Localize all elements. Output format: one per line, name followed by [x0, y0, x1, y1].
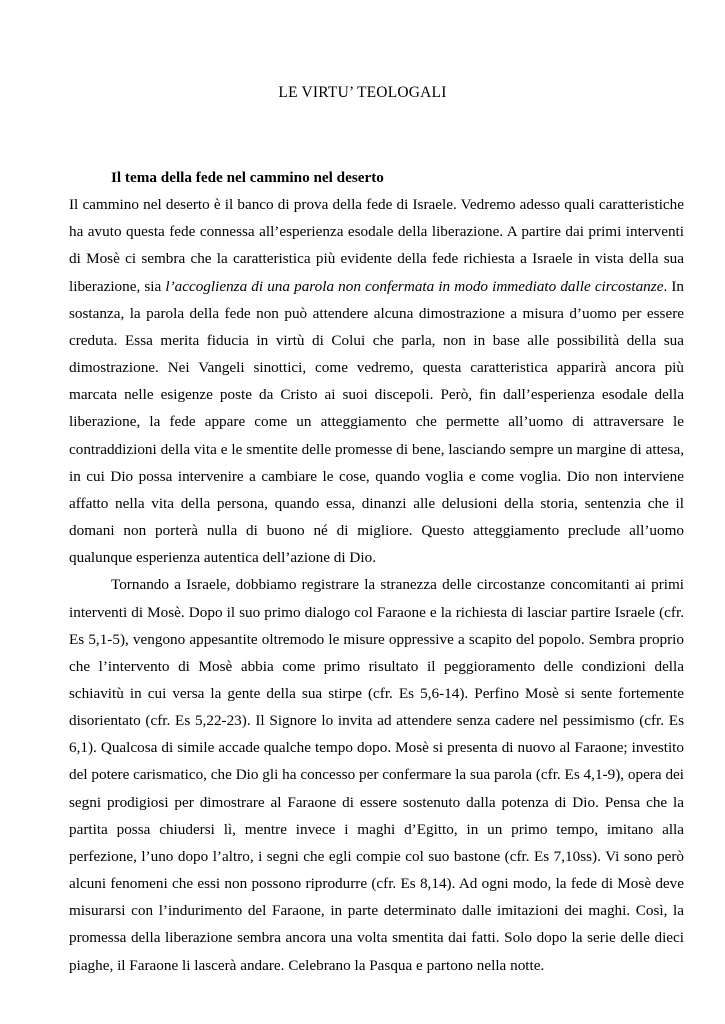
paragraph-1-text-a: Il cammino nel deserto è il banco di prova della fede di Israele. Vedremo adesso quali caratteristiche ha avuto questa fede connessa all’esperienza esodale della liberazione. A partire dai primi interventi di Mosè ci sembra che la caratteristica più evidente della fede richiesta a Israele in vista della sua liberazione, sia — [69, 196, 684, 295]
document-body — [69, 164, 684, 979]
document-title: LE VIRTU’ TEOLOGALI — [278, 84, 447, 101]
paragraph-1 — [69, 191, 684, 571]
section-heading: Il tema della fede nel cammino nel deserto — [111, 169, 384, 186]
paragraph-1-text-b: . In sostanza, la parola della fede non può attendere alcuna dimostrazione a misura d’uomo per essere creduta. Essa merita fiducia in virtù di Colui che parla, non in base alle possibilità della sua dimostrazione. Nei Vangeli sinottici, come vedremo, questa caratteristica apparirà ancora più marcata nelle esigenze poste da Cristo ai suoi discepoli. Però, fin dall’esperienza esodale della liberazione, la fede appare come un atteggiamento che permette all’uomo di attraversare le contraddizioni della vita e le smentite delle promesse di bene, lasciando sempre un margine di attesa, in cui Dio possa intervenire a cambiare le cose, quando voglia e come voglia. Dio non interviene affatto nella vita della persona, quando essa, dinanzi alle delusioni della storia, sentenzia che il domani non porterà nulla di buono né di migliore. Questo atteggiamento preclude all’uomo qualunque esperienza autentica dell’azione di Dio. — [69, 277, 684, 567]
paragraph-1-italic-phrase: l’accoglienza di una parola non confermata in modo immediato dalle circostanze — [165, 277, 664, 295]
paragraph-2: Tornando a Israele, dobbiamo registrare la stranezza delle circostanze concomitanti ai primi interventi di Mosè. Dopo il suo primo dialogo col Faraone e la richiesta di lasciar partire Israele (cfr. Es 5,1-5), vengono appesantite oltremodo le misure oppressive a scapito del popolo. Sembra proprio che l’intervento di Mosè abbia come primo risultato il peggioramento delle condizioni della schiavitù in cui versa la gente della sua stirpe (cfr. Es 5,6-14). Perfino Mosè si sente fortemente disorientato (cfr. Es 5,22-23). Il Signore lo invita ad attendere senza cadere nel pessimismo (cfr. Es 6,1). Qualcosa di simile accade qualche tempo dopo. Mosè si presenta di nuovo al Faraone; investito del potere carismatico, che Dio gli ha concesso per confermare la sua parola (cfr. Es 4,1-9), opera dei segni prodigiosi per dimostrare al Faraone di essere sostenuto dalla potenza di Dio. Pensa che la partita possa chiudersi lì, mentre invece i maghi d’Egitto, in un primo tempo, imitano alla perfezione, l’uno dopo l’altro, i segni che egli compie col suo bastone (cfr. Es 7,10ss). Vi sono però alcuni fenomeni che essi non possono riprodurre (cfr. Es 8,14). Ad ogni modo, la fede di Mosè deve misurarsi con l’indurimento del Faraone, in parte determinato dalle imitazioni dei maghi. Così, la promessa della liberazione sembra ancora una volta smentita dai fatti. Solo dopo la serie delle dieci piaghe, il Faraone li lascerà andare. Celebrano la Pasqua e partono nella notte. — [69, 576, 684, 974]
